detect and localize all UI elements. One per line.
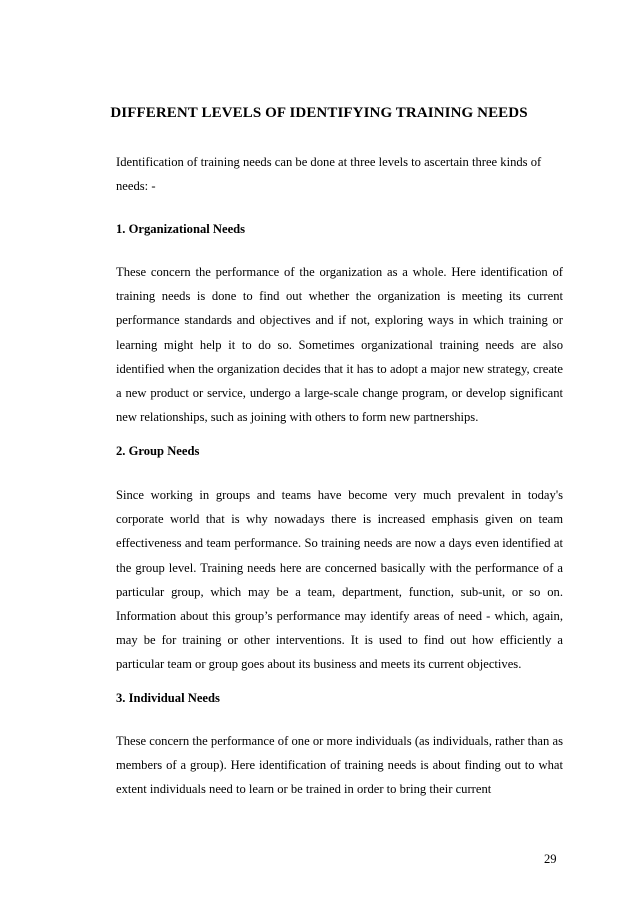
- page-title: DIFFERENT LEVELS OF IDENTIFYING TRAINING NEEDS: [110, 105, 528, 121]
- section-heading-individual-needs: 3. Individual Needs: [116, 691, 220, 705]
- section-heading-organizational-needs: 1. Organizational Needs: [116, 222, 246, 236]
- section-body-organizational-needs: These concern the performance of the organization as a whole. Here identification of training needs is done to find out whether the organization is meeting its current performance standards and objectives and if not, exploring ways in which training or learning might help it to do so. Sometimes organizational training needs are also identified when the organization decides that it has to adopt a major new strategy, create a new product or service, undergo a large-scale change program, or develop significant new relationships, such as joining with others to form new partnerships.: [116, 265, 563, 425]
- section-body-individual-needs: These concern the performance of one or more individuals (as individuals, rather than as members of a group). Here identification of training needs is about finding out to what extent individuals need to learn or be trained in order to bring their current: [116, 734, 563, 797]
- section-heading-group-needs: 2. Group Needs: [116, 444, 200, 458]
- intro-paragraph: Identification of training needs can be done at three levels to ascertain three kinds of needs: -: [116, 155, 542, 194]
- page-number: 29: [544, 852, 557, 866]
- section-body-group-needs: Since working in groups and teams have become very much prevalent in today's corporate world that is why nowadays there is increased emphasis given on team effectiveness and team performance. So training needs are now a days even identified at the group level. Training needs here are concerned basically with the performance of a particular group, which may be a team, department, function, sub-unit, or so on. Information about this group’s performance may identify areas of need - which, again, may be for training or other interventions. It is used to find out how efficiently a particular team or group goes about its business and meets its current objectives.: [116, 488, 563, 672]
